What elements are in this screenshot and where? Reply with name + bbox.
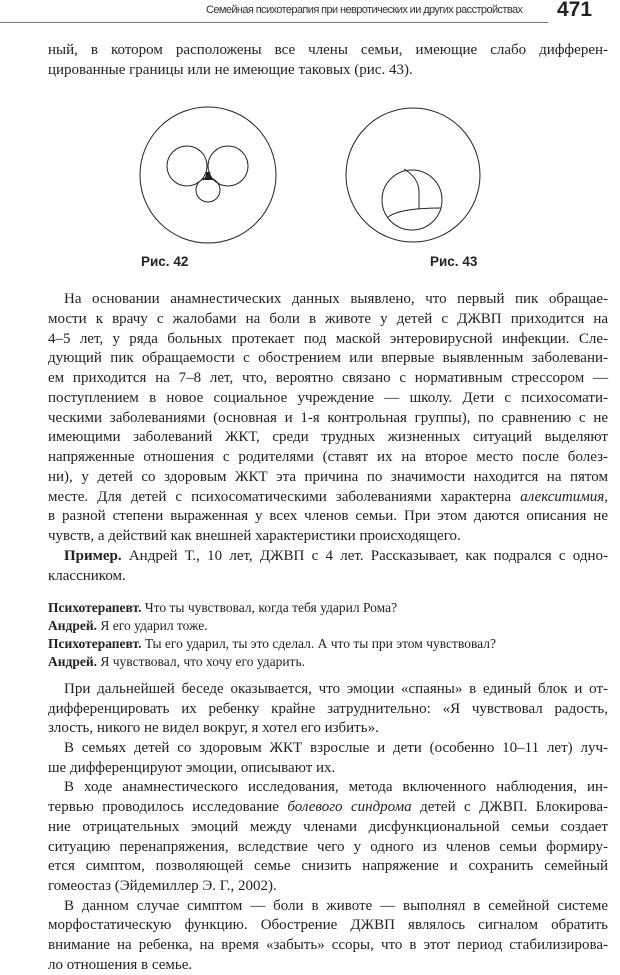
- paragraph: [48, 40, 608, 80]
- text-run: гомеостаз (Эйдемиллер Э. Г., 2002).: [48, 877, 277, 894]
- member-circle: [382, 170, 442, 230]
- paragraph: [48, 778, 608, 896]
- text-run: Ты его ударил, ты это сделал. А что ты при этом чувствовал?: [141, 636, 497, 651]
- figure-43-diagram: [346, 108, 480, 242]
- paragraph: [48, 547, 608, 587]
- text-run: месте. Для детей с психосоматическими заболеваниями характерна: [48, 488, 521, 505]
- text-run: При дальнейшей беседе оказывается, что эмоции «спаяны» в единый блок и от-: [64, 681, 608, 697]
- text-line: [48, 739, 608, 759]
- italic-term: болевого синдрома: [287, 799, 412, 816]
- text-run: чувств, а действий как внешней характеристики происходящего.: [48, 528, 461, 544]
- text-line: [48, 527, 608, 547]
- text-line: [48, 547, 608, 567]
- text-line: [48, 428, 608, 448]
- text-line: [48, 700, 608, 720]
- text-line: [48, 635, 608, 653]
- text-run: ше дифференцируют эмоции, описывают их.: [48, 759, 336, 776]
- text-run: ем приходится на 7–8 лет, что, вероятно связано с нормативным стрессором —: [48, 370, 608, 386]
- text-run: ситуацию перенапряжения, вследствие чего у одного из членов семьи формиру-: [48, 838, 608, 855]
- text-line: [48, 60, 608, 80]
- text-line: [48, 409, 608, 429]
- text-line: [48, 40, 608, 60]
- text-run: детей с ДЖВП. Блокирова-: [411, 799, 608, 816]
- italic-term: алекситимия: [520, 488, 605, 505]
- text-run: дующий пик обращаемости с обострением или впервые выявленным заболевани-: [48, 350, 608, 367]
- text-line: [48, 468, 608, 488]
- page-number: 471: [557, 0, 593, 21]
- text-line: [48, 330, 608, 350]
- text-run: Что ты чувствовал, когда тебя ударил Рома?: [141, 600, 398, 615]
- family-boundary-circle: [346, 108, 480, 242]
- text-line: [48, 653, 608, 671]
- text-run: В семьях детей со здоровым ЖКТ взрослые и дети (особенно 10–11 лет) луч-: [64, 740, 608, 757]
- boundary-line: [388, 208, 441, 217]
- text-run: ло отношения в семье.: [48, 956, 193, 973]
- figure-42-caption: Рис. 42: [141, 254, 189, 269]
- text-run: ние отрицательных эмоций между членами дисфункциональной семьи создает: [48, 818, 608, 835]
- paragraph: [48, 617, 608, 635]
- text-line: [48, 310, 608, 330]
- text-run: ется симптом, позволяющей семье снизить напряжение и сохранить семейный: [48, 858, 608, 875]
- paragraph: [48, 653, 608, 671]
- text-run: ,: [604, 488, 608, 505]
- text-run: В данном случае симптом — боли в животе — выполнял в семейной системе: [64, 897, 608, 914]
- figure-42-diagram: [140, 107, 276, 243]
- text-run: Я его ударил тоже.: [97, 618, 208, 633]
- text-line: [48, 818, 608, 838]
- body-text-anamnesis: [48, 290, 608, 586]
- text-line: [48, 507, 608, 527]
- text-run: классником.: [48, 567, 126, 584]
- text-line: [48, 916, 608, 936]
- text-run: мости к врачу с жалобами на боли в животе у детей с ДЖВП приходится на: [48, 310, 608, 327]
- text-line: [48, 877, 608, 897]
- text-line: [48, 857, 608, 877]
- figure-43-caption: Рис. 43: [430, 254, 478, 269]
- text-line: [48, 719, 608, 739]
- text-run: злость, никого не видел вокруг, я хотел его избить».: [48, 720, 379, 737]
- text-line: [48, 956, 608, 975]
- text-run: ный, в котором расположены все члены семьи, имеющие слабо дифферен-: [48, 42, 608, 58]
- text-run: внимание на ребенка, на время «забыть» ссоры, что в этот период стабилизирова-: [48, 936, 608, 953]
- dialogue-excerpt: [48, 599, 608, 671]
- paragraph: [48, 290, 608, 547]
- bold-text: Андрей.: [48, 618, 98, 633]
- text-run: ни), у детей со здоровым ЖКТ эта причина по значимости находится на пятом: [48, 468, 608, 485]
- text-run: тервью проводилось исследование: [48, 799, 288, 816]
- paragraph: [48, 897, 608, 975]
- text-run: имеющими заболеваний ЖКТ, среди трудных жизненных ситуаций выделяют: [48, 429, 608, 446]
- text-line: [48, 389, 608, 409]
- bold-text: Психотерапевт.: [48, 600, 142, 615]
- bold-text: Андрей.: [48, 654, 98, 669]
- text-run: ческими заболеваниями (основная и 1-я контрольная группы), по сравнению с не: [48, 409, 608, 426]
- text-line: [48, 290, 608, 310]
- text-line: [48, 567, 608, 587]
- text-line: [48, 759, 608, 779]
- text-line: [48, 617, 608, 635]
- text-line: [48, 838, 608, 858]
- paragraph: [48, 739, 608, 778]
- text-run: Я чувствовал, что хочу его ударить.: [97, 654, 305, 669]
- text-line: [48, 488, 608, 508]
- bold-text: Психотерапевт.: [48, 636, 142, 651]
- bold-text: Пример.: [64, 547, 122, 564]
- text-run: морфостатическую функцию. Обострение ДЖВП являлось сигналом обратить: [48, 917, 608, 934]
- text-line: [48, 599, 608, 617]
- boundary-line: [404, 169, 419, 209]
- text-run: дифференцировать их ребенку крайне затруднительно: «Я чувствовал радость,: [48, 700, 608, 717]
- text-line: [48, 369, 608, 389]
- text-line: [48, 936, 608, 956]
- text-run: В ходе анамнестического исследования, метода включенного наблюдения, ин-: [64, 779, 608, 796]
- text-line: [48, 680, 608, 700]
- text-line: [48, 448, 608, 468]
- text-run: напряженные отношения с родителями (ставят их на второе место после болез-: [48, 449, 608, 465]
- text-line: [48, 349, 608, 369]
- text-run: в разной степени выраженная у всех членов семьи. При этом даются описания не: [48, 508, 608, 525]
- paragraph: [48, 635, 608, 653]
- member-circle: [196, 178, 220, 202]
- text-run: Андрей Т., 10 лет, ДЖВП с 4 лет. Рассказывает, как подрался с одно-: [121, 547, 608, 564]
- running-title: Семейная психотерапия при невротических ии других расстройствах: [206, 4, 523, 16]
- text-line: [48, 778, 608, 798]
- text-run: На основании анамнестических данных выявлено, что первый пик обращае-: [64, 291, 608, 307]
- paragraph: [48, 680, 608, 739]
- body-text-conclusion: [48, 680, 608, 975]
- text-run: поступлением в новое социальное учреждение — школу. Дети с психосомати-: [48, 389, 608, 406]
- text-run: 4–5 лет, у ряда больных протекает под маской энтеровирусной инфекции. Сле-: [48, 330, 608, 347]
- text-run: цированные границы или не имеющие таковых (рис. 43).: [48, 62, 413, 78]
- text-line: [48, 897, 608, 917]
- paragraph: [48, 599, 608, 617]
- text-line: [48, 798, 608, 818]
- body-text-intro: [48, 40, 608, 80]
